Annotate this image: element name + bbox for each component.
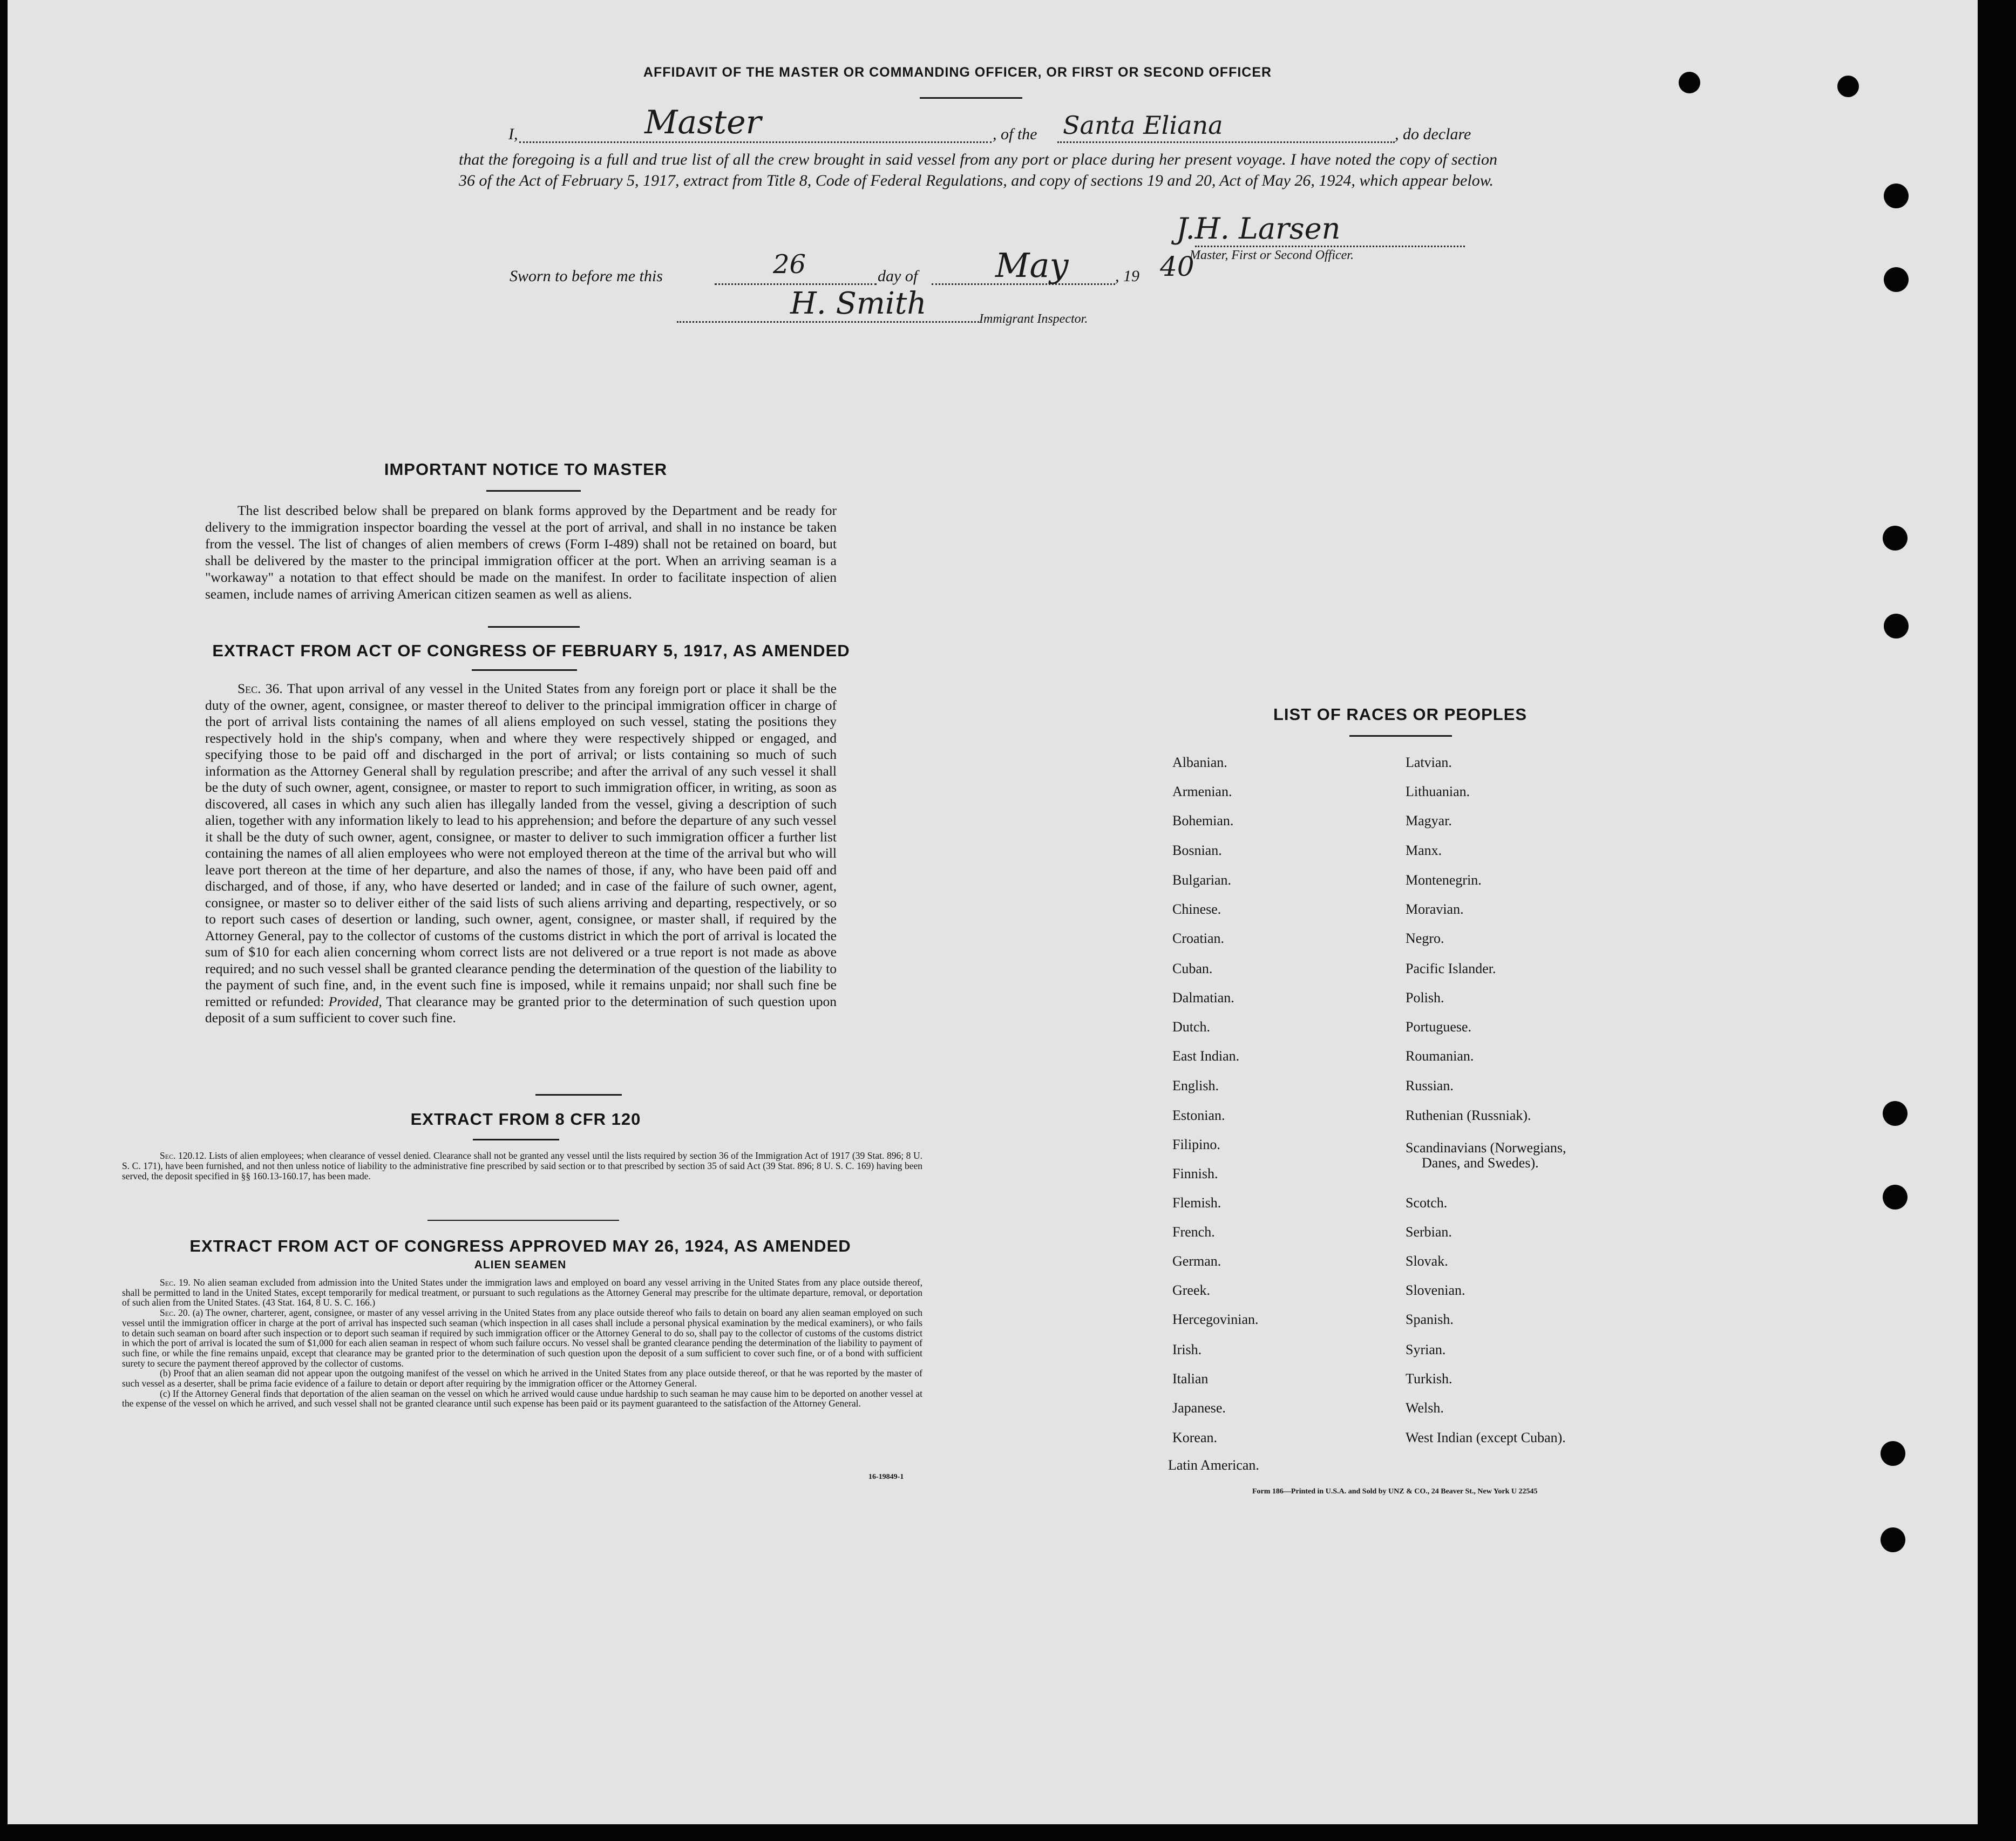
footer-imprint: Form 186—Printed in U.S.A. and Sold by UNZ & CO., 24 Beaver St., New York U 22545 bbox=[1252, 1487, 1538, 1496]
affidavit-of-the-label: , of the bbox=[993, 125, 1037, 143]
race-item: Croatian. bbox=[1172, 930, 1225, 946]
race-item: German. bbox=[1172, 1253, 1221, 1269]
race-item: Latin American. bbox=[1168, 1457, 1259, 1473]
extract-1917-provided-text: That clearance may be granted prior to the determination of such question upon deposit of a sum sufficient to cover such fine. bbox=[205, 993, 837, 1025]
section-19 bbox=[122, 1278, 922, 1308]
affidavit-i-label: I, bbox=[508, 125, 518, 143]
inspector-signature-line bbox=[677, 321, 979, 323]
race-item: Pacific Islander. bbox=[1406, 961, 1496, 976]
document-page bbox=[8, 0, 1978, 1824]
punch-hole bbox=[1884, 614, 1909, 638]
punch-hole bbox=[1837, 76, 1859, 97]
extract-1917-provided-label: Provided, bbox=[328, 993, 382, 1009]
race-item: Dutch. bbox=[1172, 1019, 1211, 1035]
cfr-section-label: Sec. 120.12. bbox=[160, 1150, 207, 1161]
race-item: Spanish. bbox=[1406, 1312, 1454, 1327]
divider bbox=[488, 626, 580, 628]
race-item: West Indian (except Cuban). bbox=[1406, 1430, 1566, 1445]
notice-body: The list described below shall be prepared on blank forms approved by the Department and be ready for delivery to the immigration inspector boarding the vessel at the port of arrival, and shall in no instance be taken from the vessel. The list of changes of alien members of crews (Form I-489) shall not be retained on board, but shall be delivered by the master to the principal immigration officer at the port. When an arriving seaman is a "workaway" a notation to that effect should be made on the manifest. In order to facilitate inspection of alien seamen, include names of arriving American citizen seamen as well as aliens. bbox=[205, 502, 837, 602]
section-20a bbox=[122, 1308, 922, 1368]
race-item: Lithuanian. bbox=[1406, 784, 1470, 799]
race-item: Greek. bbox=[1172, 1282, 1211, 1298]
race-item: Polish. bbox=[1406, 990, 1444, 1006]
race-item: Dalmatian. bbox=[1172, 990, 1234, 1006]
race-item: Portuguese. bbox=[1406, 1019, 1472, 1035]
cfr-text: Lists of alien employees; when clearance of vessel denied. Clearance shall not be granted any vessel until the lists required by section 36 of the Immigration Act of 1917 (39 Stat. 896; 8 U. S. C. 171), have been furnished, and not then unless notice of liability to the administrative fine prescribed by said section or to that prescribed by section 35 of said Act (39 Stat. 896; 8 U. S. C. 169) having been served, the deposit specified in §§ 160.13-160.17, has been made. bbox=[122, 1150, 922, 1181]
form-code: 16-19849-1 bbox=[868, 1473, 904, 1481]
section-19-text: No alien seaman excluded from admission into the United States under the immigration laws and employed on board any vessel arriving in the United States from any place outside thereof, shall be permitted to land in the United States, except temporarily for medical treatment, or pursuant to such regulations as the Attorney General may prescribe for the ultimate departure, removal, or deportation of such alien from the United States. (43 Stat. 164, 8 U. S. C. 166.) bbox=[122, 1277, 922, 1308]
race-item: Syrian. bbox=[1406, 1342, 1446, 1357]
extract-1917-section-label: Sec. 36. bbox=[237, 681, 283, 696]
race-item: Hercegovinian. bbox=[1172, 1312, 1259, 1327]
day-line bbox=[715, 283, 877, 285]
punch-hole bbox=[1884, 267, 1909, 292]
race-item: Armenian. bbox=[1172, 784, 1232, 799]
cfr-body bbox=[122, 1151, 922, 1181]
race-item: Bosnian. bbox=[1172, 843, 1222, 858]
divider bbox=[1349, 735, 1452, 737]
notice-title: IMPORTANT NOTICE TO MASTER bbox=[384, 460, 668, 479]
extract-1924-title: EXTRACT FROM ACT OF CONGRESS APPROVED MAY 26, 1924, AS AMENDED bbox=[189, 1237, 851, 1255]
race-item: Estonian. bbox=[1172, 1108, 1225, 1123]
race-item: Irish. bbox=[1172, 1342, 1202, 1357]
race-item: English. bbox=[1172, 1078, 1219, 1093]
race-item: Filipino. bbox=[1172, 1137, 1220, 1152]
punch-hole bbox=[1679, 72, 1700, 93]
master-name-handwriting: Master bbox=[644, 104, 762, 141]
extract-1917-text: That upon arrival of any vessel in the United States from any foreign port or place it shall be the duty of the owner, agent, consignee, or master thereof to deliver to the principal immigration officer in charge of the port of arrival lists containing the names of all aliens employed on such vessel, stating the positions they respectively hold in the ship's company, when and where they were respectively shipped or engaged, and specifying those to be paid off and discharged in the port of arrival; or lists containing so much of such information as the Attorney General shall by regulation prescribe; and after the arrival of any such vessel it shall be the duty of such owner, agent, consignee, or master to report to such immigration officer, in writing, as soon as discovered, all cases in which any such alien has illegally landed from the vessel, giving a description of such alien, together with any information likely to lead to his apprehension; and before the departure of any such vessel it shall be the duty of such owner, agent, consignee, or master to deliver to such immigration officer a further list containing the names of all alien employees who were not employed thereon at the time of the arrival but who will leave port thereon at the time of her departure, and also the names of those, if any, who have been paid off and discharged, and of those, if any, who have deserted or landed; and in case of the failure of such owner, agent, consignee, or master so to deliver either of the said lists of such aliens arriving and departing, respectively, or so to report such cases of desertion or landing, such owner, agent, consignee, or master shall, if required by the Attorney General, pay to the collector of customs of the customs district in which the port of arrival is located the sum of $10 for each alien concerning whom correct lists are not delivered or a true report is not made as above required; and no such vessel shall be granted clearance pending the determination of the question of the liability to the payment of such fine, and, in the event such fine is imposed, while it remains unpaid; nor shall such fine be remitted or refunded: bbox=[205, 681, 837, 1009]
year-prefix: , 19 bbox=[1115, 267, 1139, 285]
day-of-label: day of bbox=[878, 267, 918, 285]
extract-1917-title: EXTRACT FROM ACT OF CONGRESS OF FEBRUARY 5, 1917, AS AMENDED bbox=[212, 641, 850, 660]
day-handwriting: 26 bbox=[773, 249, 806, 280]
master-caption: Master, First or Second Officer. bbox=[1190, 248, 1354, 262]
divider bbox=[427, 1220, 619, 1221]
race-item: Cuban. bbox=[1172, 961, 1213, 976]
race-item: Manx. bbox=[1406, 843, 1442, 858]
race-item: Bulgarian. bbox=[1172, 872, 1232, 888]
section-19-label: Sec. 19. bbox=[160, 1277, 191, 1288]
race-item: Albanian. bbox=[1172, 755, 1227, 770]
inspector-caption: Immigrant Inspector. bbox=[979, 312, 1088, 326]
divider bbox=[473, 1139, 559, 1140]
race-item: East Indian. bbox=[1172, 1048, 1240, 1064]
race-item: Welsh. bbox=[1406, 1400, 1444, 1416]
affidavit-body: that the foregoing is a full and true list of all the crew brought in said vessel from any port or place during her present voyage. I have noted the copy of section 36 of the Act of February 5, 1917, extract from Title 8, Code of Federal Regulations, and copy of sections 19 and 20, Act of May 26, 1924, which appear below. bbox=[459, 151, 1497, 189]
divider bbox=[920, 97, 1022, 99]
name-line bbox=[519, 141, 992, 143]
race-item: Ruthenian (Russniak). bbox=[1406, 1108, 1531, 1123]
race-item: Slovenian. bbox=[1406, 1282, 1465, 1298]
vessel-line bbox=[1057, 141, 1395, 143]
punch-hole bbox=[1881, 1441, 1905, 1466]
divider bbox=[486, 490, 581, 492]
extract-1917-body bbox=[205, 681, 837, 1027]
cfr-title: EXTRACT FROM 8 CFR 120 bbox=[410, 1110, 641, 1129]
race-item: Scotch. bbox=[1406, 1195, 1448, 1211]
punch-hole bbox=[1883, 1101, 1908, 1126]
affidavit-declare-label: , do declare bbox=[1395, 125, 1471, 143]
section-20a-text: (a) The owner, charterer, agent, consignee, or master of any vessel arriving in the United States from any place outside thereof who fails to detain on board any alien seaman employed on such vessel until the immigration officer in charge at the port of arrival has inspected such seaman (which inspection in all cases shall include a personal physical examination by the medical examiners), or who fails to detain such seaman on board after such inspection or to deport such seaman if required by such immigration officer or the Attorney General to do so, shall pay to the collector of customs of the customs district in which the port of arrival is located the sum of $1,000 for each alien seaman in respect of whom such failure occurs. No vessel shall be granted clearance pending the determination of the liability to payment of such fine, or while the fine remains unpaid, except that clearance may be granted prior to the determination of such question upon the deposit of a sum sufficient to cover such fine, or of a bond with sufficient surety to secure the payment thereof approved by the collector of customs. bbox=[122, 1307, 922, 1369]
race-item: Japanese. bbox=[1172, 1400, 1226, 1416]
race-item: Slovak. bbox=[1406, 1253, 1448, 1269]
section-20b: (b) Proof that an alien seaman did not appear upon the outgoing manifest of the vessel on which he arrived in the United States from any place outside thereof, or that he was reported by the master of such vessel as a deserter, shall be prima facie evidence of a failure to detain or deport after requiring by the immigration officer or the Attorney General. bbox=[122, 1368, 922, 1389]
race-item: Latvian. bbox=[1406, 755, 1452, 770]
inspector-signature: H. Smith bbox=[790, 286, 927, 321]
year-handwriting: 40 bbox=[1160, 251, 1194, 282]
race-item: Serbian. bbox=[1406, 1224, 1452, 1240]
affidavit-title: AFFIDAVIT OF THE MASTER OR COMMANDING OFFICER, OR FIRST OR SECOND OFFICER bbox=[643, 65, 1272, 80]
race-item: Korean. bbox=[1172, 1430, 1218, 1445]
punch-hole bbox=[1884, 184, 1909, 208]
section-20c: (c) If the Attorney General finds that deportation of the alien seaman on the vessel on which he arrived would cause undue hardship to such seaman he may cause him to be deported on another vessel at the expense of the vessel on which he arrived, and such vessel shall not be granted clearance until such expense has been paid or its payment guaranteed to the satisfaction of the Attorney General. bbox=[122, 1388, 922, 1409]
extract-1924-body bbox=[122, 1278, 922, 1409]
races-title: LIST OF RACES OR PEOPLES bbox=[1273, 705, 1528, 724]
punch-hole bbox=[1883, 1185, 1908, 1210]
section-20-label: Sec. 20. bbox=[160, 1307, 191, 1319]
race-item: Magyar. bbox=[1406, 813, 1452, 828]
race-item: Danes, and Swedes). bbox=[1422, 1155, 1539, 1171]
race-item: Turkish. bbox=[1406, 1371, 1452, 1387]
race-item: Chinese. bbox=[1172, 901, 1221, 917]
master-signature: J.H. Larsen bbox=[1176, 212, 1341, 246]
race-item: Russian. bbox=[1406, 1078, 1454, 1093]
race-item: Italian bbox=[1172, 1371, 1209, 1387]
race-item: Scandinavians (Norwegians, bbox=[1406, 1140, 1566, 1156]
divider bbox=[472, 669, 577, 671]
race-item: Negro. bbox=[1406, 930, 1444, 946]
race-item: Finnish. bbox=[1172, 1166, 1218, 1181]
divider bbox=[535, 1094, 622, 1096]
punch-hole bbox=[1881, 1527, 1905, 1552]
race-item: Bohemian. bbox=[1172, 813, 1234, 828]
race-item: Montenegrin. bbox=[1406, 872, 1482, 888]
punch-hole bbox=[1883, 526, 1908, 551]
sworn-label: Sworn to before me this bbox=[510, 267, 663, 285]
month-handwriting: May bbox=[995, 246, 1069, 285]
master-signature-line bbox=[1195, 246, 1465, 247]
race-item: Moravian. bbox=[1406, 901, 1464, 917]
vessel-name-handwriting: Santa Eliana bbox=[1063, 111, 1223, 140]
race-item: French. bbox=[1172, 1224, 1215, 1240]
extract-1924-subtitle: ALIEN SEAMEN bbox=[474, 1259, 567, 1271]
race-item: Flemish. bbox=[1172, 1195, 1221, 1211]
race-item: Roumanian. bbox=[1406, 1048, 1474, 1064]
